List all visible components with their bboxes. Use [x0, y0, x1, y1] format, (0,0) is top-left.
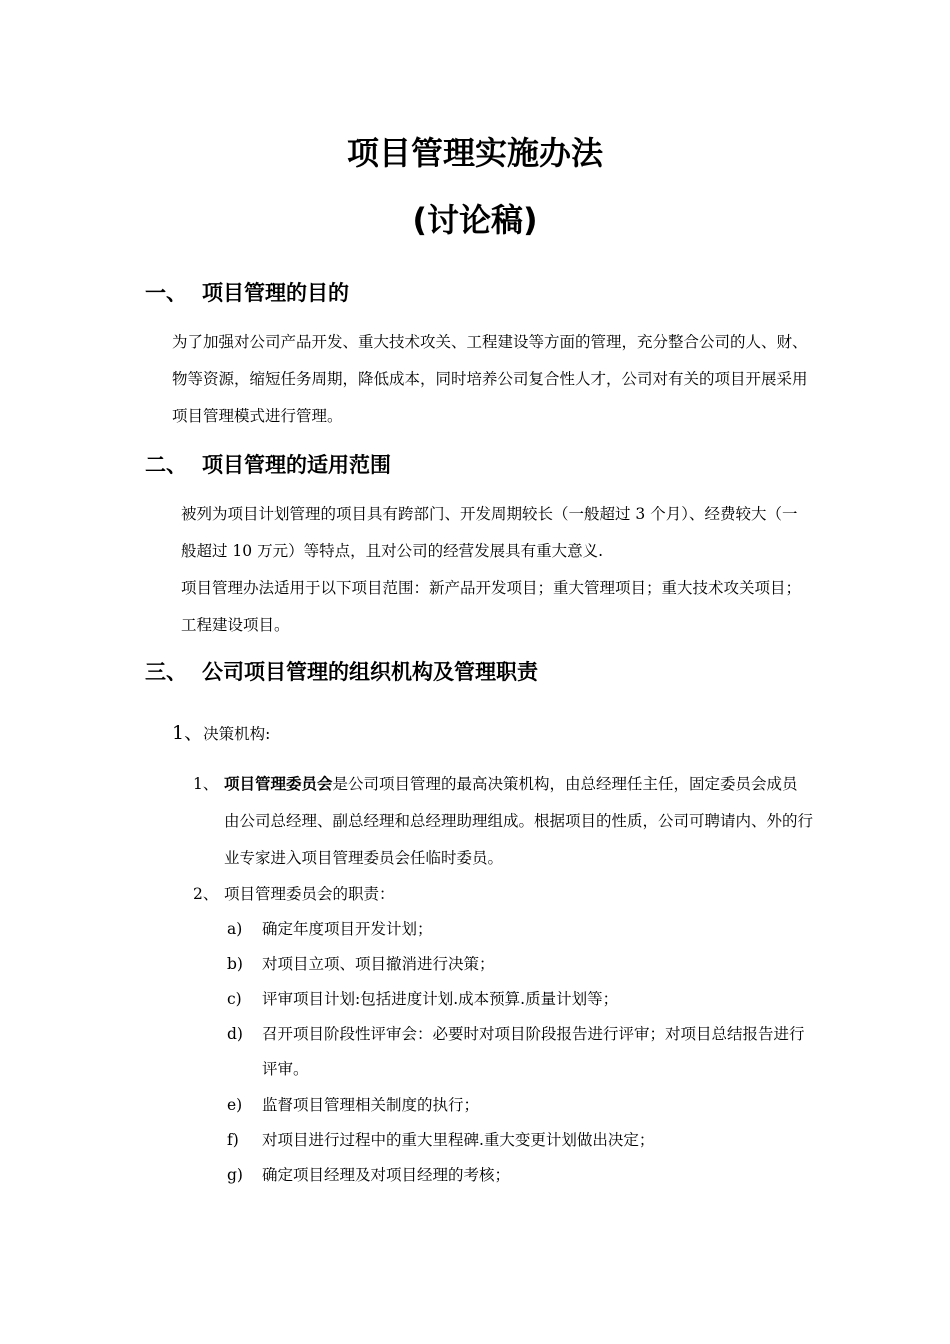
duty-item [227, 1088, 812, 1123]
duty-item [227, 1017, 812, 1087]
duty-item [227, 912, 812, 947]
duty-marker: g) [227, 1166, 243, 1184]
list-item-committee [193, 766, 813, 877]
section-heading-scope [145, 450, 391, 480]
document-subtitle: (讨论稿) [412, 201, 538, 239]
duty-item [227, 982, 812, 1017]
section-heading-organization [145, 657, 538, 687]
section-heading-purpose [145, 278, 349, 308]
duty-text: 监督项目管理相关制度的执行； [262, 1096, 480, 1114]
paragraph-scope-range: 项目管理办法适用于以下项目范围：新产品开发项目；重大管理项目；重大技术攻关项目；工程建设项目。 [181, 579, 802, 634]
duty-marker: e) [227, 1096, 243, 1114]
duty-text: 确定年度项目开发计划； [262, 920, 433, 938]
subsection-title: 决策机构: [203, 725, 271, 743]
duty-text: 评审项目计划:包括进度计划.成本预算.质量计划等； [262, 990, 619, 1008]
duty-text: 对项目立项、项目撤消进行决策； [262, 955, 495, 973]
duty-item [227, 947, 812, 982]
duty-item [227, 1123, 812, 1158]
duty-item [227, 1158, 812, 1193]
section-number: 二、 [145, 453, 187, 477]
section-number: 三、 [145, 660, 187, 684]
paragraph-purpose: 为了加强对公司产品开发、重大技术攻关、工程建设等方面的管理，充分整合公司的人、财、物等资源，缩短任务周期，降低成本，同时培养公司复合性人才，公司对有关的项目开展采用项目管理模式进行管理。 [172, 333, 808, 425]
list-marker: 1、 [193, 775, 219, 793]
duty-text: 对项目进行过程中的重大里程碑.重大变更计划做出决定； [262, 1131, 655, 1149]
subsection-number: 1、 [172, 722, 204, 744]
duty-marker: c) [227, 990, 242, 1008]
duty-text: 召开项目阶段性评审会：必要时对项目阶段报告进行评审；对项目总结报告进行评审。 [262, 1025, 805, 1078]
duty-text: 确定项目经理及对项目经理的考核； [262, 1166, 511, 1184]
section-number: 一、 [145, 281, 187, 305]
duty-marker: d) [227, 1025, 243, 1043]
duty-marker: b) [227, 955, 243, 973]
duty-marker: f) [227, 1131, 239, 1149]
section-title: 公司项目管理的组织机构及管理职责 [202, 660, 538, 684]
section-title: 项目管理的适用范围 [202, 453, 391, 477]
section-title: 项目管理的目的 [202, 281, 349, 305]
paragraph-scope-criteria: 被列为项目计划管理的项目具有跨部门、开发周期较长（一般超过 3 个月）、经费较大（一般超过 10 万元）等特点，且对公司的经营发展具有重大意义. [181, 505, 798, 560]
committee-duties-label: 项目管理委员会的职责： [224, 885, 395, 903]
subsection-heading-decision-body [172, 718, 270, 749]
committee-description: 是公司项目管理的最高决策机构，由总经理任主任，固定委员会成员由公司总经理、副总经理和总经理助理组成。根据项目的性质，公司可聘请内、外的行业专家进入项目管理委员会任临时委员。 [224, 775, 814, 867]
duty-marker: a) [227, 920, 243, 938]
committee-term: 项目管理委员会 [224, 775, 333, 793]
list-item-committee-duties [193, 876, 813, 913]
list-marker: 2、 [193, 885, 219, 903]
document-title: 项目管理实施办法 [346, 134, 603, 172]
